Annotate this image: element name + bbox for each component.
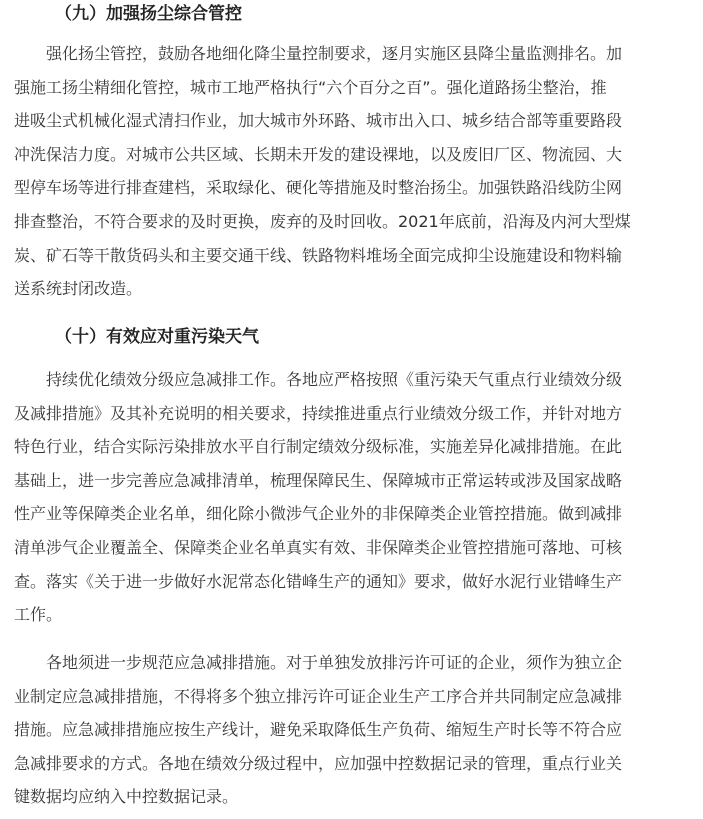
paragraph-line: 型停车场等进行排查建档，采取绿化、硬化等措施及时整治扬尘。加强铁路沿线防尘网 (14, 178, 623, 198)
paragraph-line: 业制定应急减排措施，不得将多个独立排污许可证企业生产工序合并共同制定应急减排 (14, 686, 623, 706)
paragraph-line: 措施。应急减排措施应按生产线计，避免采取降低生产负荷、缩短生产时长等不符合应 (14, 720, 623, 740)
section-heading-10: （十）有效应对重污染天气 (55, 327, 259, 347)
paragraph-dust-control (14, 37, 694, 306)
paragraph-line: 清单涉气企业覆盖全、保障类企业名单真实有效、非保障类企业管控措施可落地、可核 (14, 537, 623, 557)
paragraph-line: 基础上，进一步完善应急减排清单，梳理保障民生、保障城市正常运转或涉及国家战略 (14, 470, 623, 490)
paragraph-line: 工作。 (14, 605, 63, 625)
paragraph-emergency-measures (14, 646, 694, 814)
paragraph-line: 排查整治，不符合要求的及时更换，废弃的及时回收。2021年底前，沿海及内河大型煤 (14, 211, 631, 231)
paragraph-line: 强化扬尘管控，鼓励各地细化降尘量控制要求，逐月实施区县降尘量监测排名。加 (46, 44, 623, 63)
paragraph-line: 冲洗保洁力度。对城市公共区域、长期未开发的建设裸地，以及废旧厂区、物流园、大 (14, 144, 623, 164)
paragraph-line: 炭、矿石等干散货码头和主要交通干线、铁路物料堆场全面完成抑尘设施建设和物料输 (14, 245, 623, 265)
paragraph-line: 送系统封闭改造。 (14, 279, 143, 299)
paragraph-line: 各地须进一步规范应急减排措施。对于单独发放排污许可证的企业，须作为独立企 (46, 653, 623, 672)
paragraph-line: 急减排要求的方式。各地在绩效分级过程中，应加强中控数据记录的管理，重点行业关 (14, 753, 623, 773)
paragraph-line: 进吸尘式机械化湿式清扫作业，加大城市外环路、城市出入口、城乡结合部等重要路段 (14, 111, 623, 131)
section-heading-9: （九）加强扬尘综合管控 (55, 4, 242, 24)
paragraph-performance-grading (14, 363, 694, 632)
paragraph-line: 键数据均应纳入中控数据记录。 (14, 787, 239, 807)
paragraph-line: 特色行业，结合实际污染排放水平自行制定绩效分级标准，实施差异化减排措施。在此 (14, 437, 623, 457)
paragraph-line: 性产业等保障类企业名单，细化除小微涉气企业外的非保障类企业管控措施。做到减排 (14, 504, 623, 524)
paragraph-line: 持续优化绩效分级应急减排工作。各地应严格按照《重污染天气重点行业绩效分级 (46, 370, 623, 389)
paragraph-line: 查。落实《关于进一步做好水泥常态化错峰生产的通知》要求，做好水泥行业错峰生产 (14, 571, 623, 591)
paragraph-line: 及减排措施》及其补充说明的相关要求，持续推进重点行业绩效分级工作，并针对地方 (14, 403, 623, 423)
paragraph-line: 强施工扬尘精细化管控，城市工地严格执行“六个百分之百”。强化道路扬尘整治，推 (14, 77, 607, 97)
